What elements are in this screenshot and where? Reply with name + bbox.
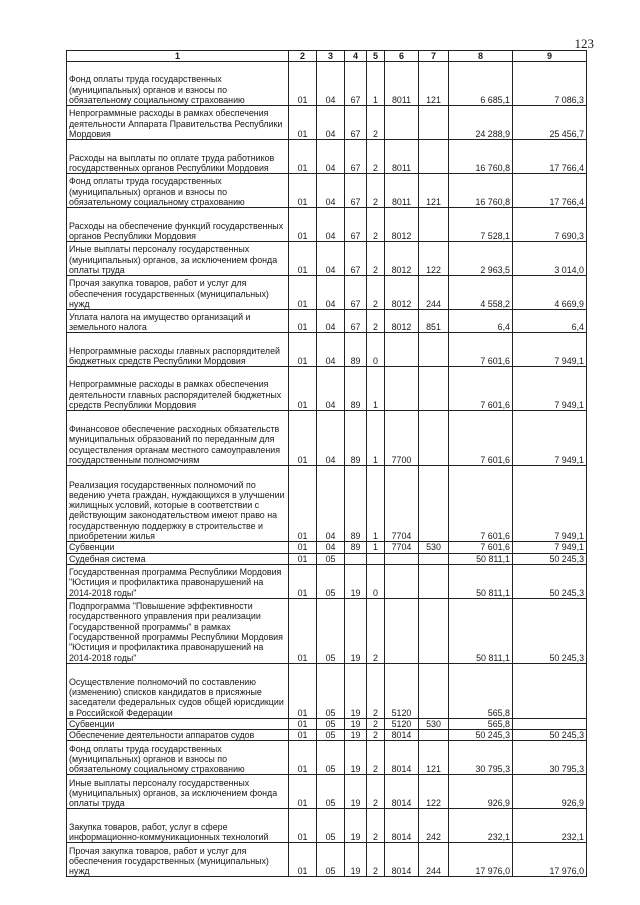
expense-type-code: 121 bbox=[419, 174, 449, 208]
expense-type-code bbox=[419, 367, 449, 411]
column-header: 2 bbox=[289, 51, 317, 62]
column-header: 5 bbox=[367, 51, 385, 62]
program-code: 19 bbox=[345, 741, 367, 775]
expense-type-code bbox=[419, 553, 449, 564]
table-row bbox=[67, 553, 587, 564]
expense-type-code: 851 bbox=[419, 310, 449, 333]
amount-2016 bbox=[513, 663, 587, 718]
target-article-code bbox=[385, 106, 419, 140]
amount-2016: 232,1 bbox=[513, 809, 587, 843]
amount-2016: 3 014,0 bbox=[513, 242, 587, 276]
subprogram-code bbox=[367, 553, 385, 564]
program-code: 89 bbox=[345, 333, 367, 367]
table-row bbox=[67, 333, 587, 367]
program-code: 89 bbox=[345, 542, 367, 553]
table-row bbox=[67, 542, 587, 553]
amount-2015: 926,9 bbox=[449, 775, 513, 809]
expense-type-code: 530 bbox=[419, 718, 449, 729]
subprogram-code: 2 bbox=[367, 310, 385, 333]
amount-2016: 7 949,1 bbox=[513, 542, 587, 553]
table-row bbox=[67, 208, 587, 242]
subsection-code: 04 bbox=[317, 242, 345, 276]
target-article-code bbox=[385, 564, 419, 598]
section-code: 01 bbox=[289, 411, 317, 466]
budget-table bbox=[66, 50, 587, 877]
subsection-code: 05 bbox=[317, 741, 345, 775]
row-name: Финансовое обеспечение расходных обязательств муниципальных образований по переданным для осуществления органам местного самоуправления государственным полномочиям bbox=[67, 411, 289, 466]
subprogram-code: 2 bbox=[367, 809, 385, 843]
amount-2015: 16 760,8 bbox=[449, 174, 513, 208]
subsection-code: 04 bbox=[317, 367, 345, 411]
subsection-code: 05 bbox=[317, 809, 345, 843]
program-code: 19 bbox=[345, 730, 367, 741]
target-article-code: 8011 bbox=[385, 174, 419, 208]
subsection-code: 04 bbox=[317, 310, 345, 333]
target-article-code: 8014 bbox=[385, 741, 419, 775]
row-name: Подпрограмма "Повышение эффективности государственного управления при реализации Государственной программы" в рамках Государственной программы Республики Мордовия "Юстиция и профилактика правонарушений на 2014-2018 годы" bbox=[67, 598, 289, 663]
program-code: 19 bbox=[345, 718, 367, 729]
table-row bbox=[67, 106, 587, 140]
expense-type-code bbox=[419, 663, 449, 718]
row-name: Непрограммные расходы в рамках обеспечения деятельности главных распорядителей бюджетных средств Республики Мордовия bbox=[67, 367, 289, 411]
table-row bbox=[67, 174, 587, 208]
row-name: Расходы на выплаты по оплате труда работников государственных органов Республики Мордовия bbox=[67, 140, 289, 174]
column-header: 3 bbox=[317, 51, 345, 62]
subprogram-code: 2 bbox=[367, 741, 385, 775]
subsection-code: 05 bbox=[317, 553, 345, 564]
amount-2015: 232,1 bbox=[449, 809, 513, 843]
expense-type-code bbox=[419, 730, 449, 741]
subsection-code: 04 bbox=[317, 466, 345, 542]
section-code: 01 bbox=[289, 598, 317, 663]
table-row bbox=[67, 598, 587, 663]
subsection-code: 05 bbox=[317, 663, 345, 718]
amount-2016: 17 766,4 bbox=[513, 174, 587, 208]
section-code: 01 bbox=[289, 843, 317, 877]
amount-2015: 7 601,6 bbox=[449, 411, 513, 466]
amount-2016: 50 245,3 bbox=[513, 730, 587, 741]
subprogram-code: 2 bbox=[367, 106, 385, 140]
table-row bbox=[67, 367, 587, 411]
column-header: 8 bbox=[449, 51, 513, 62]
section-code: 01 bbox=[289, 809, 317, 843]
subsection-code: 05 bbox=[317, 718, 345, 729]
expense-type-code bbox=[419, 208, 449, 242]
amount-2016: 7 690,3 bbox=[513, 208, 587, 242]
program-code: 67 bbox=[345, 174, 367, 208]
amount-2016: 30 795,3 bbox=[513, 741, 587, 775]
target-article-code: 8014 bbox=[385, 775, 419, 809]
expense-type-code bbox=[419, 106, 449, 140]
subprogram-code: 0 bbox=[367, 564, 385, 598]
target-article-code: 8011 bbox=[385, 140, 419, 174]
section-code: 01 bbox=[289, 367, 317, 411]
program-code: 19 bbox=[345, 809, 367, 843]
subprogram-code: 2 bbox=[367, 242, 385, 276]
program-code: 67 bbox=[345, 62, 367, 106]
expense-type-code bbox=[419, 411, 449, 466]
table-row bbox=[67, 663, 587, 718]
subsection-code: 04 bbox=[317, 106, 345, 140]
amount-2015: 6 685,1 bbox=[449, 62, 513, 106]
section-code: 01 bbox=[289, 663, 317, 718]
target-article-code: 8012 bbox=[385, 242, 419, 276]
program-code: 67 bbox=[345, 276, 367, 310]
section-code: 01 bbox=[289, 775, 317, 809]
expense-type-code: 122 bbox=[419, 775, 449, 809]
table-row bbox=[67, 730, 587, 741]
amount-2015: 7 601,6 bbox=[449, 542, 513, 553]
expense-type-code: 244 bbox=[419, 276, 449, 310]
subprogram-code: 2 bbox=[367, 718, 385, 729]
amount-2016: 50 245,3 bbox=[513, 564, 587, 598]
subsection-code: 05 bbox=[317, 775, 345, 809]
expense-type-code: 122 bbox=[419, 242, 449, 276]
amount-2015: 6,4 bbox=[449, 310, 513, 333]
table-row bbox=[67, 411, 587, 466]
amount-2015: 50 811,1 bbox=[449, 553, 513, 564]
subprogram-code: 2 bbox=[367, 598, 385, 663]
program-code: 89 bbox=[345, 367, 367, 411]
program-code: 19 bbox=[345, 564, 367, 598]
row-name: Государственная программа Республики Мордовия "Юстиция и профилактика правонарушений на 2014-2018 годы" bbox=[67, 564, 289, 598]
expense-type-code: 121 bbox=[419, 62, 449, 106]
target-article-code: 5120 bbox=[385, 718, 419, 729]
subprogram-code: 1 bbox=[367, 466, 385, 542]
subsection-code: 05 bbox=[317, 843, 345, 877]
table-row bbox=[67, 741, 587, 775]
column-header: 7 bbox=[419, 51, 449, 62]
table-row bbox=[67, 140, 587, 174]
target-article-code: 8011 bbox=[385, 62, 419, 106]
table-row bbox=[67, 466, 587, 542]
section-code: 01 bbox=[289, 208, 317, 242]
amount-2015: 50 811,1 bbox=[449, 598, 513, 663]
amount-2016: 6,4 bbox=[513, 310, 587, 333]
target-article-code: 5120 bbox=[385, 663, 419, 718]
row-name: Иные выплаты персоналу государственных (муниципальных) органов, за исключением фонда оплаты труда bbox=[67, 242, 289, 276]
column-header: 6 bbox=[385, 51, 419, 62]
amount-2015: 24 288,9 bbox=[449, 106, 513, 140]
target-article-code bbox=[385, 553, 419, 564]
amount-2015: 4 558,2 bbox=[449, 276, 513, 310]
expense-type-code: 530 bbox=[419, 542, 449, 553]
subsection-code: 04 bbox=[317, 411, 345, 466]
expense-type-code bbox=[419, 466, 449, 542]
target-article-code bbox=[385, 367, 419, 411]
program-code: 67 bbox=[345, 310, 367, 333]
program-code: 67 bbox=[345, 106, 367, 140]
amount-2016: 7 949,1 bbox=[513, 466, 587, 542]
amount-2015: 17 976,0 bbox=[449, 843, 513, 877]
table-row bbox=[67, 718, 587, 729]
table-row bbox=[67, 62, 587, 106]
amount-2015: 30 795,3 bbox=[449, 741, 513, 775]
subsection-code: 04 bbox=[317, 276, 345, 310]
column-header: 9 bbox=[513, 51, 587, 62]
amount-2015: 7 528,1 bbox=[449, 208, 513, 242]
row-name: Закупка товаров, работ, услуг в сфере информационно-коммуникационных технологий bbox=[67, 809, 289, 843]
amount-2015: 50 245,3 bbox=[449, 730, 513, 741]
row-name: Судебная система bbox=[67, 553, 289, 564]
amount-2016: 17 766,4 bbox=[513, 140, 587, 174]
target-article-code: 8014 bbox=[385, 843, 419, 877]
row-name: Осуществление полномочий по составлению (изменению) списков кандидатов в присяжные заседатели федеральных судов общей юрисдикции в Российской Федерации bbox=[67, 663, 289, 718]
program-code: 19 bbox=[345, 598, 367, 663]
amount-2015: 2 963,5 bbox=[449, 242, 513, 276]
section-code: 01 bbox=[289, 310, 317, 333]
target-article-code: 7700 bbox=[385, 411, 419, 466]
subsection-code: 04 bbox=[317, 174, 345, 208]
row-name: Обеспечение деятельности аппаратов судов bbox=[67, 730, 289, 741]
target-article-code: 8012 bbox=[385, 276, 419, 310]
amount-2015: 7 601,6 bbox=[449, 466, 513, 542]
section-code: 01 bbox=[289, 466, 317, 542]
program-code: 89 bbox=[345, 466, 367, 542]
row-name: Реализация государственных полномочий по ведению учета граждан, нуждающихся в улучшении жилищных условий, которые в соответствии с действующим законодательством имеют право на государственную поддержку в строительстве и приобретении жилья bbox=[67, 466, 289, 542]
table-row bbox=[67, 276, 587, 310]
table-row bbox=[67, 775, 587, 809]
subprogram-code: 1 bbox=[367, 367, 385, 411]
program-code: 67 bbox=[345, 140, 367, 174]
amount-2015: 565,8 bbox=[449, 718, 513, 729]
target-article-code bbox=[385, 333, 419, 367]
amount-2016 bbox=[513, 718, 587, 729]
subprogram-code: 1 bbox=[367, 62, 385, 106]
amount-2016: 7 949,1 bbox=[513, 367, 587, 411]
section-code: 01 bbox=[289, 333, 317, 367]
section-code: 01 bbox=[289, 276, 317, 310]
table-row bbox=[67, 564, 587, 598]
row-name: Расходы на обеспечение функций государственных органов Республики Мордовия bbox=[67, 208, 289, 242]
program-code: 19 bbox=[345, 843, 367, 877]
section-code: 01 bbox=[289, 542, 317, 553]
target-article-code: 7704 bbox=[385, 466, 419, 542]
subprogram-code: 1 bbox=[367, 542, 385, 553]
section-code: 01 bbox=[289, 174, 317, 208]
program-code: 89 bbox=[345, 411, 367, 466]
amount-2016: 25 456,7 bbox=[513, 106, 587, 140]
table-row bbox=[67, 809, 587, 843]
amount-2015: 50 811,1 bbox=[449, 564, 513, 598]
table-row bbox=[67, 242, 587, 276]
section-code: 01 bbox=[289, 741, 317, 775]
target-article-code: 8012 bbox=[385, 208, 419, 242]
amount-2016: 926,9 bbox=[513, 775, 587, 809]
subsection-code: 05 bbox=[317, 564, 345, 598]
expense-type-code: 244 bbox=[419, 843, 449, 877]
section-code: 01 bbox=[289, 564, 317, 598]
section-code: 01 bbox=[289, 553, 317, 564]
section-code: 01 bbox=[289, 242, 317, 276]
target-article-code: 8014 bbox=[385, 809, 419, 843]
program-code: 19 bbox=[345, 775, 367, 809]
amount-2016: 50 245,3 bbox=[513, 598, 587, 663]
program-code: 67 bbox=[345, 242, 367, 276]
subsection-code: 05 bbox=[317, 730, 345, 741]
column-header: 4 bbox=[345, 51, 367, 62]
row-name: Субвенции bbox=[67, 542, 289, 553]
section-code: 01 bbox=[289, 140, 317, 174]
expense-type-code: 121 bbox=[419, 741, 449, 775]
row-name: Субвенции bbox=[67, 718, 289, 729]
table-row bbox=[67, 843, 587, 877]
row-name: Непрограммные расходы главных распорядителей бюджетных средств Республики Мордовия bbox=[67, 333, 289, 367]
program-code: 19 bbox=[345, 663, 367, 718]
subsection-code: 04 bbox=[317, 208, 345, 242]
target-article-code: 8014 bbox=[385, 730, 419, 741]
target-article-code: 7704 bbox=[385, 542, 419, 553]
amount-2016: 17 976,0 bbox=[513, 843, 587, 877]
subprogram-code: 2 bbox=[367, 140, 385, 174]
program-code: 67 bbox=[345, 208, 367, 242]
subsection-code: 04 bbox=[317, 62, 345, 106]
subprogram-code: 0 bbox=[367, 333, 385, 367]
amount-2015: 565,8 bbox=[449, 663, 513, 718]
section-code: 01 bbox=[289, 106, 317, 140]
expense-type-code bbox=[419, 564, 449, 598]
amount-2015: 7 601,6 bbox=[449, 367, 513, 411]
row-name: Фонд оплаты труда государственных (муниципальных) органов и взносы по обязательному социальному страхованию bbox=[67, 741, 289, 775]
target-article-code bbox=[385, 598, 419, 663]
subprogram-code: 2 bbox=[367, 174, 385, 208]
subprogram-code: 2 bbox=[367, 276, 385, 310]
subsection-code: 05 bbox=[317, 598, 345, 663]
row-name: Уплата налога на имущество организаций и земельного налога bbox=[67, 310, 289, 333]
row-name: Непрограммные расходы в рамках обеспечения деятельности Аппарата Правительства Республики Мордовия bbox=[67, 106, 289, 140]
subsection-code: 04 bbox=[317, 140, 345, 174]
program-code bbox=[345, 553, 367, 564]
row-name: Фонд оплаты труда государственных (муниципальных) органов и взносы по обязательному социальному страхованию bbox=[67, 62, 289, 106]
target-article-code: 8012 bbox=[385, 310, 419, 333]
amount-2015: 7 601,6 bbox=[449, 333, 513, 367]
section-code: 01 bbox=[289, 730, 317, 741]
subsection-code: 04 bbox=[317, 333, 345, 367]
expense-type-code bbox=[419, 140, 449, 174]
row-name: Прочая закупка товаров, работ и услуг для обеспечения государственных (муниципальных) нужд bbox=[67, 276, 289, 310]
amount-2016: 4 669,9 bbox=[513, 276, 587, 310]
column-header: 1 bbox=[67, 51, 289, 62]
subprogram-code: 2 bbox=[367, 663, 385, 718]
amount-2016: 50 245,3 bbox=[513, 553, 587, 564]
subprogram-code: 1 bbox=[367, 411, 385, 466]
row-name: Фонд оплаты труда государственных (муниципальных) органов и взносы по обязательному социальному страхованию bbox=[67, 174, 289, 208]
expense-type-code bbox=[419, 598, 449, 663]
subprogram-code: 2 bbox=[367, 208, 385, 242]
subprogram-code: 2 bbox=[367, 775, 385, 809]
amount-2016: 7 086,3 bbox=[513, 62, 587, 106]
header-row bbox=[67, 51, 587, 62]
row-name: Иные выплаты персоналу государственных (муниципальных) органов, за исключением фонда оплаты труда bbox=[67, 775, 289, 809]
expense-type-code: 242 bbox=[419, 809, 449, 843]
table-row bbox=[67, 310, 587, 333]
subprogram-code: 2 bbox=[367, 730, 385, 741]
amount-2016: 7 949,1 bbox=[513, 333, 587, 367]
expense-type-code bbox=[419, 333, 449, 367]
section-code: 01 bbox=[289, 718, 317, 729]
subprogram-code: 2 bbox=[367, 843, 385, 877]
section-code: 01 bbox=[289, 62, 317, 106]
subsection-code: 04 bbox=[317, 542, 345, 553]
amount-2016: 7 949,1 bbox=[513, 411, 587, 466]
page-number: 123 bbox=[574, 36, 594, 51]
row-name: Прочая закупка товаров, работ и услуг для обеспечения государственных (муниципальных) нужд bbox=[67, 843, 289, 877]
amount-2015: 16 760,8 bbox=[449, 140, 513, 174]
